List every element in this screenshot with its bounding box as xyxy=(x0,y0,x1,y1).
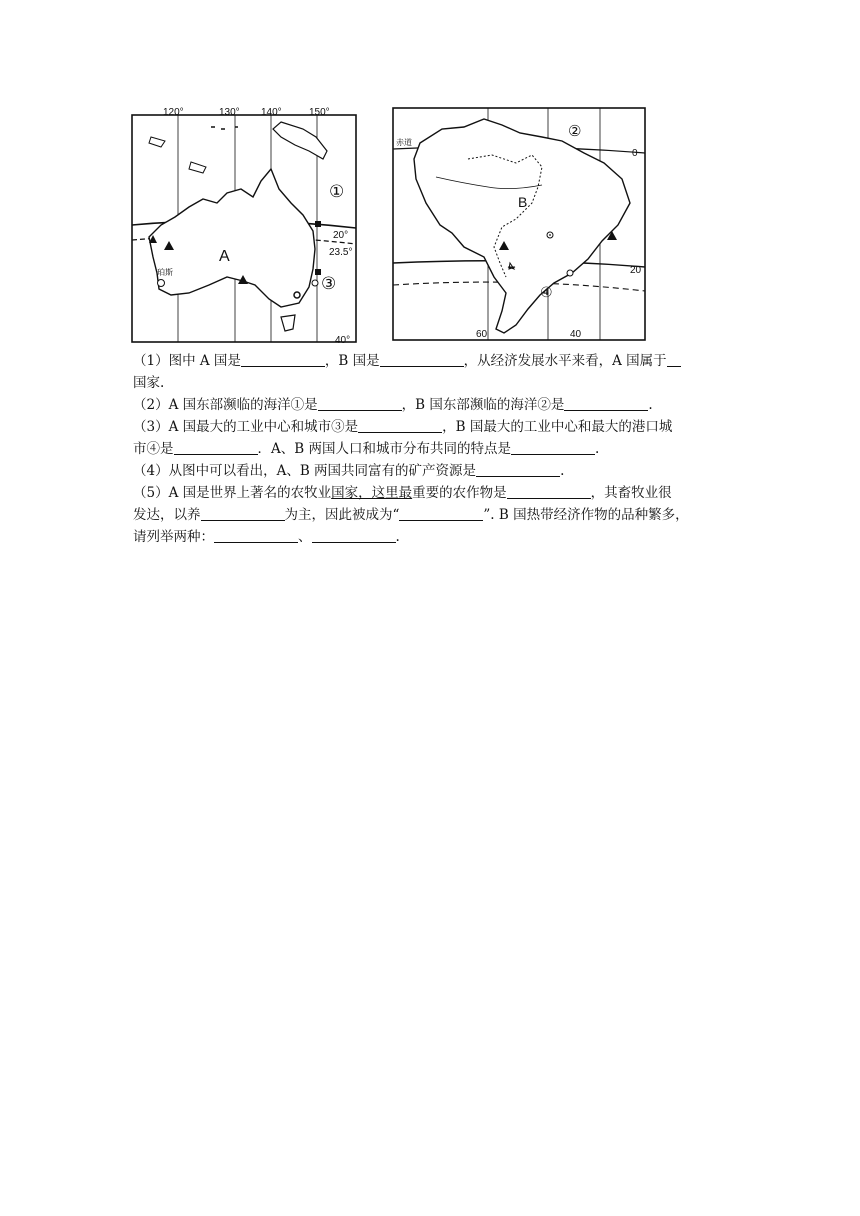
lon-label: 150° xyxy=(309,107,330,118)
answer-blank[interactable] xyxy=(214,528,298,543)
ocean-marker-2: ② xyxy=(568,123,582,140)
lon-label: 60 xyxy=(476,329,488,340)
city-marker-4: ④ xyxy=(540,284,553,300)
question-4: （4）从图中可以看出，A、B 两国共同富有的矿产资源是 . xyxy=(133,463,565,479)
answer-blank[interactable] xyxy=(201,506,285,521)
question-text xyxy=(133,350,733,548)
lat-label: 23.5° xyxy=(329,247,353,258)
answer-blank[interactable] xyxy=(564,396,648,411)
lat-label: 40° xyxy=(335,335,351,343)
answer-blank[interactable] xyxy=(476,462,560,477)
lat-label: 20 xyxy=(630,265,642,276)
answer-blank[interactable] xyxy=(511,440,595,455)
city-marker-3: ③ xyxy=(321,274,337,293)
question-2: （2）A 国东部濒临的海洋①是 ，B 国东部濒临的海洋②是 . xyxy=(133,397,653,413)
australia-map xyxy=(131,107,357,343)
answer-blank[interactable] xyxy=(507,484,591,499)
brazil-map xyxy=(392,107,646,343)
city-label: 珀斯 xyxy=(157,268,173,277)
question-1-cont: 国家. xyxy=(133,375,165,391)
answer-blank[interactable] xyxy=(358,418,442,433)
ocean-marker-1: ① xyxy=(329,182,345,201)
answer-blank[interactable] xyxy=(667,352,681,367)
answer-blank[interactable] xyxy=(174,440,258,455)
equator-label: 赤道 xyxy=(396,138,412,147)
answer-blank[interactable] xyxy=(241,352,325,367)
lon-label: 40 xyxy=(570,329,582,340)
question-5: （5）A 国是世界上著名的农牧业国家，这里最重要的农作物是 ，其畜牧业很 xyxy=(133,485,672,501)
answer-blank[interactable] xyxy=(399,506,483,521)
lon-label: 120° xyxy=(163,107,184,118)
lat-label: 20° xyxy=(333,230,349,241)
lon-label: 140° xyxy=(261,107,282,118)
lat-label: 0 xyxy=(632,148,638,159)
question-3-cont: 市④是 ．A、B 两国人口和城市分布共同的特点是 . xyxy=(133,441,600,457)
question-5-cont2: 请列举两种： 、 . xyxy=(133,529,400,545)
maps-figure xyxy=(131,107,651,343)
country-label-b: B xyxy=(518,194,528,210)
question-3: （3）A 国最大的工业中心和城市③是 ，B 国最大的工业中心和最大的港口城 xyxy=(133,419,673,435)
question-1: （1）图中 A 国是 ，B 国是 ，从经济发展水平来看，A 国属于 xyxy=(133,350,733,372)
answer-blank[interactable] xyxy=(312,528,396,543)
answer-blank[interactable] xyxy=(380,352,464,367)
question-5-cont: 发达，以养 为主，因此被成为“ ”. B 国热带经济作物的品种繁多， xyxy=(133,507,689,523)
country-label-a: A xyxy=(219,248,230,265)
answer-blank[interactable] xyxy=(318,396,402,411)
lon-label: 130° xyxy=(219,107,240,118)
